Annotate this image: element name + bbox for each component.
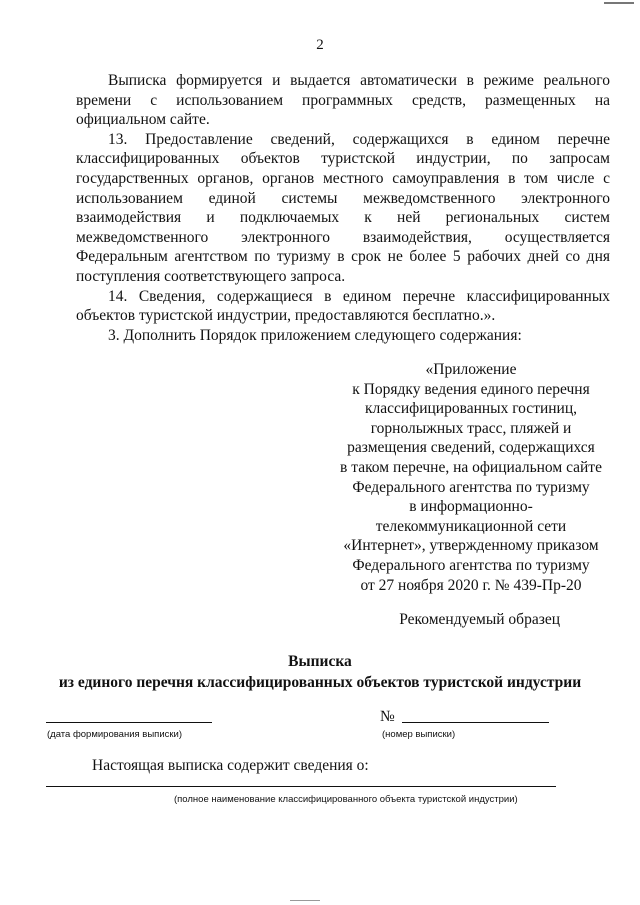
- date-underline: [46, 722, 212, 723]
- object-name-underline: [46, 786, 556, 787]
- appendix-line: «Интернет», утвержденному приказом: [343, 537, 599, 555]
- appendix-header: [330, 360, 612, 595]
- paragraph-14: 14. Сведения, содержащиеся в едином перечне классифицированных объектов туристской индустрии, предоставляются бесплатно.».: [76, 287, 610, 325]
- paragraph-3-amendment: 3. Дополнить Порядок приложением следующего содержания:: [108, 326, 522, 344]
- number-sign: №: [380, 708, 395, 725]
- scan-artifact: [290, 900, 320, 901]
- appendix-line: от 27 ноября 2020 г. № 439-Пр-20: [360, 576, 582, 594]
- appendix-line: Федерального агентства по туризму: [352, 556, 590, 574]
- appendix-line: к Порядку ведения единого перечня: [352, 380, 590, 398]
- document-subtitle: из единого перечня классифицированных объектов туристской индустрии: [58, 674, 582, 691]
- paragraph-extract-generation: Выписка формируется и выдается автоматически в режиме реального времени с использованием программных средств, размещенных на официальном сайте.: [76, 72, 610, 129]
- statement-text: Настоящая выписка содержит сведения о:: [92, 757, 369, 774]
- date-caption: (дата формирования выписки): [47, 729, 182, 740]
- appendix-line: Федерального агентства по туризму: [352, 478, 590, 496]
- appendix-line: «Приложение: [425, 361, 517, 378]
- appendix-line: классифицированных гостиниц,: [364, 400, 578, 418]
- body-text: [76, 71, 610, 345]
- number-caption: (номер выписки): [382, 729, 456, 740]
- document-title: Выписка: [288, 653, 352, 670]
- number-underline: [402, 722, 549, 723]
- scan-artifact: [604, 2, 634, 4]
- appendix-line: горнолыжных трасс, пляжей и: [370, 419, 572, 437]
- appendix-line: размещения сведений, содержащихся: [347, 439, 595, 457]
- appendix-line: в таком перечне, на официальном сайте: [340, 458, 602, 476]
- appendix-line: телекоммуникационной сети: [375, 517, 567, 535]
- recommended-sample-label: Рекомендуемый образец: [399, 611, 560, 628]
- appendix-line: в информационно-: [409, 498, 533, 516]
- paragraph-13: 13. Предоставление сведений, содержащихся в едином перечне классифицированных объектов туристской индустрии, по запросам государственных органов, органов местного самоуправления в том числе с использованием единой системы межведомственного электронного взаимодействия и подключаемых к ней региональных систем межведомственного электронного взаимодействия, осуществляется Федеральным агентством по туризму в срок не более 5 рабочих дней со дня поступления соответствующего запроса.: [76, 130, 610, 285]
- object-name-caption: (полное наименование классифицированного объекта туристской индустрии): [174, 794, 518, 805]
- page-number: 2: [316, 37, 324, 53]
